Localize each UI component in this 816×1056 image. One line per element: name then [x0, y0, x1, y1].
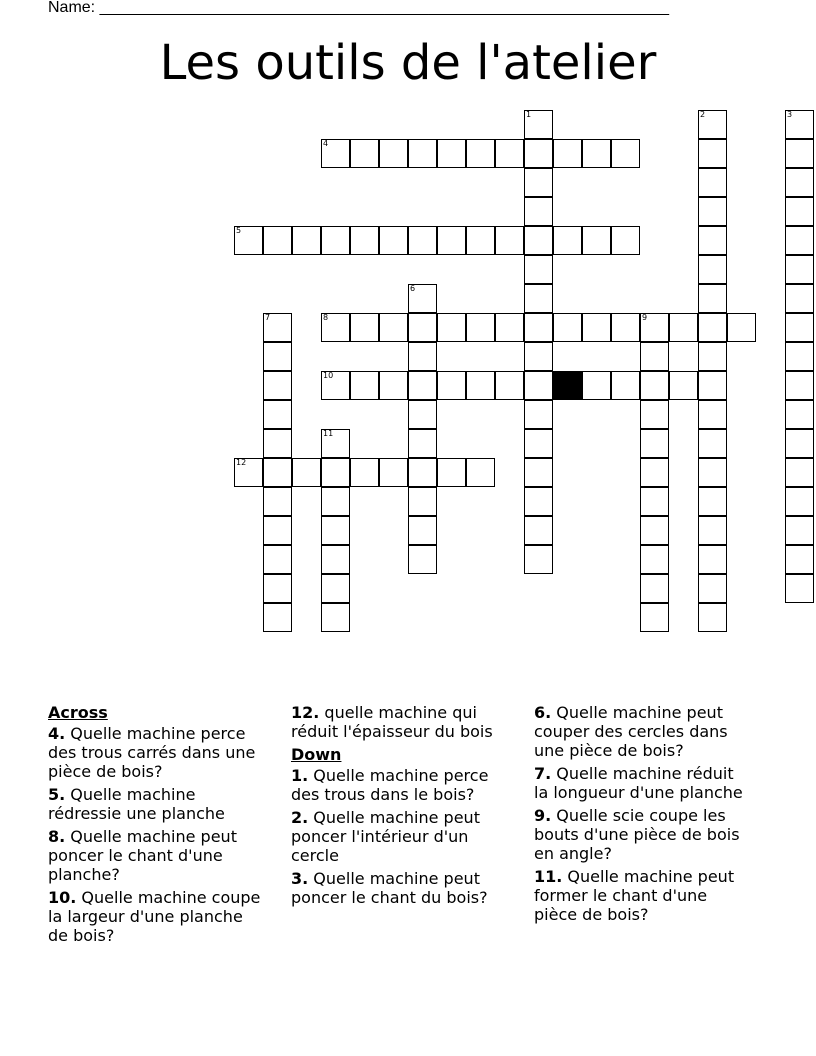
grid-cell[interactable] — [785, 371, 814, 400]
grid-cell[interactable] — [524, 255, 553, 284]
grid-cell[interactable] — [524, 487, 553, 516]
clue-across-10 — [48, 888, 263, 945]
grid-cell[interactable] — [321, 574, 350, 603]
grid-cell[interactable] — [611, 313, 640, 342]
grid-cell[interactable] — [495, 313, 524, 342]
grid-cell[interactable] — [263, 487, 292, 516]
clue-down-3 — [291, 869, 506, 907]
grid-cell[interactable] — [524, 110, 553, 139]
clue-number: 7. — [534, 764, 552, 783]
grid-cell[interactable] — [669, 313, 698, 342]
grid-cell[interactable] — [408, 429, 437, 458]
grid-cell[interactable] — [785, 226, 814, 255]
clues-column-3 — [534, 703, 749, 928]
grid-cell[interactable] — [524, 516, 553, 545]
clue-text: Quelle machine peut poncer l'intérieur d'un cercle — [291, 808, 480, 865]
clue-across-4 — [48, 724, 263, 781]
grid-cell[interactable] — [524, 313, 553, 342]
grid-cell[interactable] — [263, 342, 292, 371]
grid-cell[interactable] — [785, 400, 814, 429]
grid-cell[interactable] — [524, 371, 553, 400]
grid-cell[interactable] — [785, 255, 814, 284]
name-field[interactable]: Name: ________________________________________________________________ — [48, 0, 670, 16]
clue-down-11 — [534, 867, 749, 924]
clue-text: Quelle scie coupe les bouts d'une pièce de bois en angle? — [534, 806, 740, 863]
grid-cell[interactable] — [234, 226, 263, 255]
grid-cell[interactable] — [408, 487, 437, 516]
grid-cell[interactable] — [350, 139, 379, 168]
grid-cell[interactable] — [321, 545, 350, 574]
cell-number: 9 — [642, 313, 648, 322]
grid-cell[interactable] — [785, 516, 814, 545]
grid-cell[interactable] — [408, 371, 437, 400]
grid-cell[interactable] — [437, 458, 466, 487]
grid-cell[interactable] — [524, 284, 553, 313]
grid-cell[interactable] — [698, 284, 727, 313]
grid-cell[interactable] — [698, 139, 727, 168]
grid-cell[interactable] — [524, 400, 553, 429]
grid-cell[interactable] — [321, 487, 350, 516]
clue-number: 5. — [48, 785, 66, 804]
cell-number: 4 — [323, 139, 329, 148]
clue-text: Quelle machine peut couper des cercles dans une pièce de bois? — [534, 703, 728, 760]
grid-cell[interactable] — [698, 197, 727, 226]
cell-number: 2 — [700, 110, 706, 119]
grid-cell[interactable] — [321, 371, 350, 400]
grid-cell[interactable] — [524, 429, 553, 458]
grid-cell[interactable] — [553, 313, 582, 342]
grid-cell[interactable] — [321, 226, 350, 255]
grid-cell[interactable] — [321, 313, 350, 342]
clue-number: 11. — [534, 867, 563, 886]
clues-column-1 — [48, 703, 263, 949]
grid-cell[interactable] — [785, 574, 814, 603]
grid-cell[interactable] — [698, 342, 727, 371]
grid-cell[interactable] — [234, 458, 263, 487]
grid-cell[interactable] — [698, 168, 727, 197]
grid-cell[interactable] — [785, 545, 814, 574]
grid-cell[interactable] — [698, 313, 727, 342]
grid-cell[interactable] — [640, 400, 669, 429]
grid-cell[interactable] — [466, 313, 495, 342]
clue-number: 8. — [48, 827, 66, 846]
clue-down-2 — [291, 808, 506, 865]
grid-cell[interactable] — [524, 458, 553, 487]
grid-cell[interactable] — [379, 458, 408, 487]
grid-cell[interactable] — [524, 139, 553, 168]
grid-cell[interactable] — [408, 342, 437, 371]
grid-cell[interactable] — [785, 197, 814, 226]
grid-cell[interactable] — [640, 429, 669, 458]
cell-number: 1 — [526, 110, 532, 119]
clue-text: Quelle machine peut poncer le chant d'une planche? — [48, 827, 237, 884]
page-title: Les outils de l'atelier — [159, 35, 657, 91]
grid-cell[interactable] — [408, 139, 437, 168]
grid-cell[interactable] — [350, 226, 379, 255]
grid-cell[interactable] — [582, 371, 611, 400]
grid-cell[interactable] — [727, 313, 756, 342]
clue-number: 1. — [291, 766, 309, 785]
grid-cell[interactable] — [263, 313, 292, 342]
grid-cell[interactable] — [785, 139, 814, 168]
grid-cell[interactable] — [524, 197, 553, 226]
grid-cell[interactable] — [553, 226, 582, 255]
clue-text: quelle machine qui réduit l'épaisseur du bois — [291, 703, 493, 741]
grid-cell[interactable] — [785, 110, 814, 139]
grid-cell[interactable] — [321, 603, 350, 632]
grid-cell[interactable] — [582, 139, 611, 168]
grid-cell[interactable] — [524, 168, 553, 197]
grid-cell[interactable] — [466, 226, 495, 255]
grid-cell[interactable] — [379, 139, 408, 168]
clue-across-8 — [48, 827, 263, 884]
grid-cell[interactable] — [640, 458, 669, 487]
clue-text: Quelle machine peut poncer le chant du bois? — [291, 869, 488, 907]
grid-cell[interactable] — [524, 545, 553, 574]
grid-cell[interactable] — [611, 226, 640, 255]
cell-number: 3 — [787, 110, 793, 119]
grid-cell[interactable] — [698, 545, 727, 574]
grid-cell[interactable] — [263, 545, 292, 574]
grid-cell[interactable] — [350, 458, 379, 487]
grid-cell[interactable] — [437, 226, 466, 255]
clue-across-5 — [48, 785, 263, 823]
grid-cell[interactable] — [408, 400, 437, 429]
grid-cell[interactable] — [698, 110, 727, 139]
grid-cell[interactable] — [640, 516, 669, 545]
cell-number: 8 — [323, 313, 329, 322]
grid-cell[interactable] — [611, 139, 640, 168]
grid-cell[interactable] — [553, 139, 582, 168]
down-heading: Down — [291, 745, 342, 764]
grid-cell[interactable] — [263, 429, 292, 458]
clue-across-12 — [291, 703, 506, 741]
clue-text: Quelle machine réduit la longueur d'une planche — [534, 764, 743, 802]
grid-cell[interactable] — [785, 458, 814, 487]
clue-down-1 — [291, 766, 506, 804]
grid-cell[interactable] — [466, 371, 495, 400]
grid-cell[interactable] — [263, 603, 292, 632]
clue-text: Quelle machine peut former le chant d'une pièce de bois? — [534, 867, 735, 924]
grid-cell[interactable] — [263, 226, 292, 255]
clue-number: 2. — [291, 808, 309, 827]
clue-number: 10. — [48, 888, 77, 907]
grid-cell[interactable] — [292, 226, 321, 255]
grid-cell[interactable] — [785, 313, 814, 342]
grid-cell[interactable] — [640, 342, 669, 371]
clue-number: 3. — [291, 869, 309, 888]
grid-cell[interactable] — [408, 545, 437, 574]
cell-number: 6 — [410, 284, 416, 293]
clue-text: Quelle machine perce des trous dans le bois? — [291, 766, 489, 804]
grid-cell[interactable] — [640, 487, 669, 516]
grid-cell[interactable] — [698, 603, 727, 632]
grid-cell[interactable] — [698, 371, 727, 400]
clue-number: 9. — [534, 806, 552, 825]
grid-cell[interactable] — [263, 574, 292, 603]
grid-cell[interactable] — [785, 342, 814, 371]
grid-cell[interactable] — [437, 371, 466, 400]
cell-number: 11 — [323, 429, 334, 438]
grid-cell[interactable] — [669, 371, 698, 400]
grid-cell[interactable] — [408, 284, 437, 313]
clue-text: Quelle machine perce des trous carrés dans une pièce de bois? — [48, 724, 256, 781]
grid-cell[interactable] — [321, 458, 350, 487]
grid-cell[interactable] — [321, 429, 350, 458]
grid-cell[interactable] — [408, 458, 437, 487]
grid-cell[interactable] — [263, 371, 292, 400]
clue-number: 6. — [534, 703, 552, 722]
grid-cell[interactable] — [437, 139, 466, 168]
grid-cell[interactable] — [321, 139, 350, 168]
grid-cell[interactable] — [524, 342, 553, 371]
cell-number: 5 — [236, 226, 242, 235]
grid-cell[interactable] — [785, 168, 814, 197]
grid-cell[interactable] — [640, 313, 669, 342]
clues-column-2 — [291, 703, 506, 911]
cell-number: 10 — [323, 371, 334, 380]
grid-cell[interactable] — [321, 516, 350, 545]
grid-cell[interactable] — [466, 458, 495, 487]
clue-number: 12. — [291, 703, 320, 722]
grid-cell[interactable] — [263, 458, 292, 487]
grid-cell[interactable] — [379, 371, 408, 400]
grid-cell[interactable] — [524, 226, 553, 255]
grid-cell[interactable] — [379, 313, 408, 342]
grid-cell[interactable] — [263, 516, 292, 545]
grid-cell[interactable] — [785, 429, 814, 458]
grid-cell[interactable] — [466, 139, 495, 168]
clue-text: Quelle machine rédressie une planche — [48, 785, 225, 823]
clue-text: Quelle machine coupe la largeur d'une planche de bois? — [48, 888, 261, 945]
clue-down-7 — [534, 764, 749, 802]
grid-cell[interactable] — [640, 603, 669, 632]
grid-cell[interactable] — [640, 371, 669, 400]
grid-cell[interactable] — [582, 313, 611, 342]
cell-number: 7 — [265, 313, 271, 322]
grid-cell[interactable] — [698, 429, 727, 458]
grid-cell[interactable] — [350, 371, 379, 400]
across-heading: Across — [48, 703, 108, 722]
grid-cell[interactable] — [379, 226, 408, 255]
grid-cell[interactable] — [640, 574, 669, 603]
black-cell — [553, 371, 582, 400]
grid-cell[interactable] — [263, 400, 292, 429]
grid-cell[interactable] — [698, 226, 727, 255]
grid-cell[interactable] — [292, 458, 321, 487]
grid-cell[interactable] — [698, 574, 727, 603]
grid-cell[interactable] — [495, 226, 524, 255]
grid-cell[interactable] — [640, 545, 669, 574]
clue-number: 4. — [48, 724, 66, 743]
grid-cell[interactable] — [698, 487, 727, 516]
clue-down-6 — [534, 703, 749, 760]
grid-cell[interactable] — [495, 139, 524, 168]
grid-cell[interactable] — [408, 226, 437, 255]
grid-cell[interactable] — [495, 371, 524, 400]
grid-cell[interactable] — [408, 313, 437, 342]
grid-cell[interactable] — [350, 313, 379, 342]
grid-cell[interactable] — [408, 516, 437, 545]
grid-cell[interactable] — [698, 516, 727, 545]
grid-cell[interactable] — [611, 371, 640, 400]
grid-cell[interactable] — [582, 226, 611, 255]
cell-number: 12 — [236, 458, 247, 467]
grid-cell[interactable] — [698, 458, 727, 487]
clue-down-9 — [534, 806, 749, 863]
grid-cell[interactable] — [785, 487, 814, 516]
grid-cell[interactable] — [785, 284, 814, 313]
grid-cell[interactable] — [437, 313, 466, 342]
grid-cell[interactable] — [698, 255, 727, 284]
grid-cell[interactable] — [698, 400, 727, 429]
